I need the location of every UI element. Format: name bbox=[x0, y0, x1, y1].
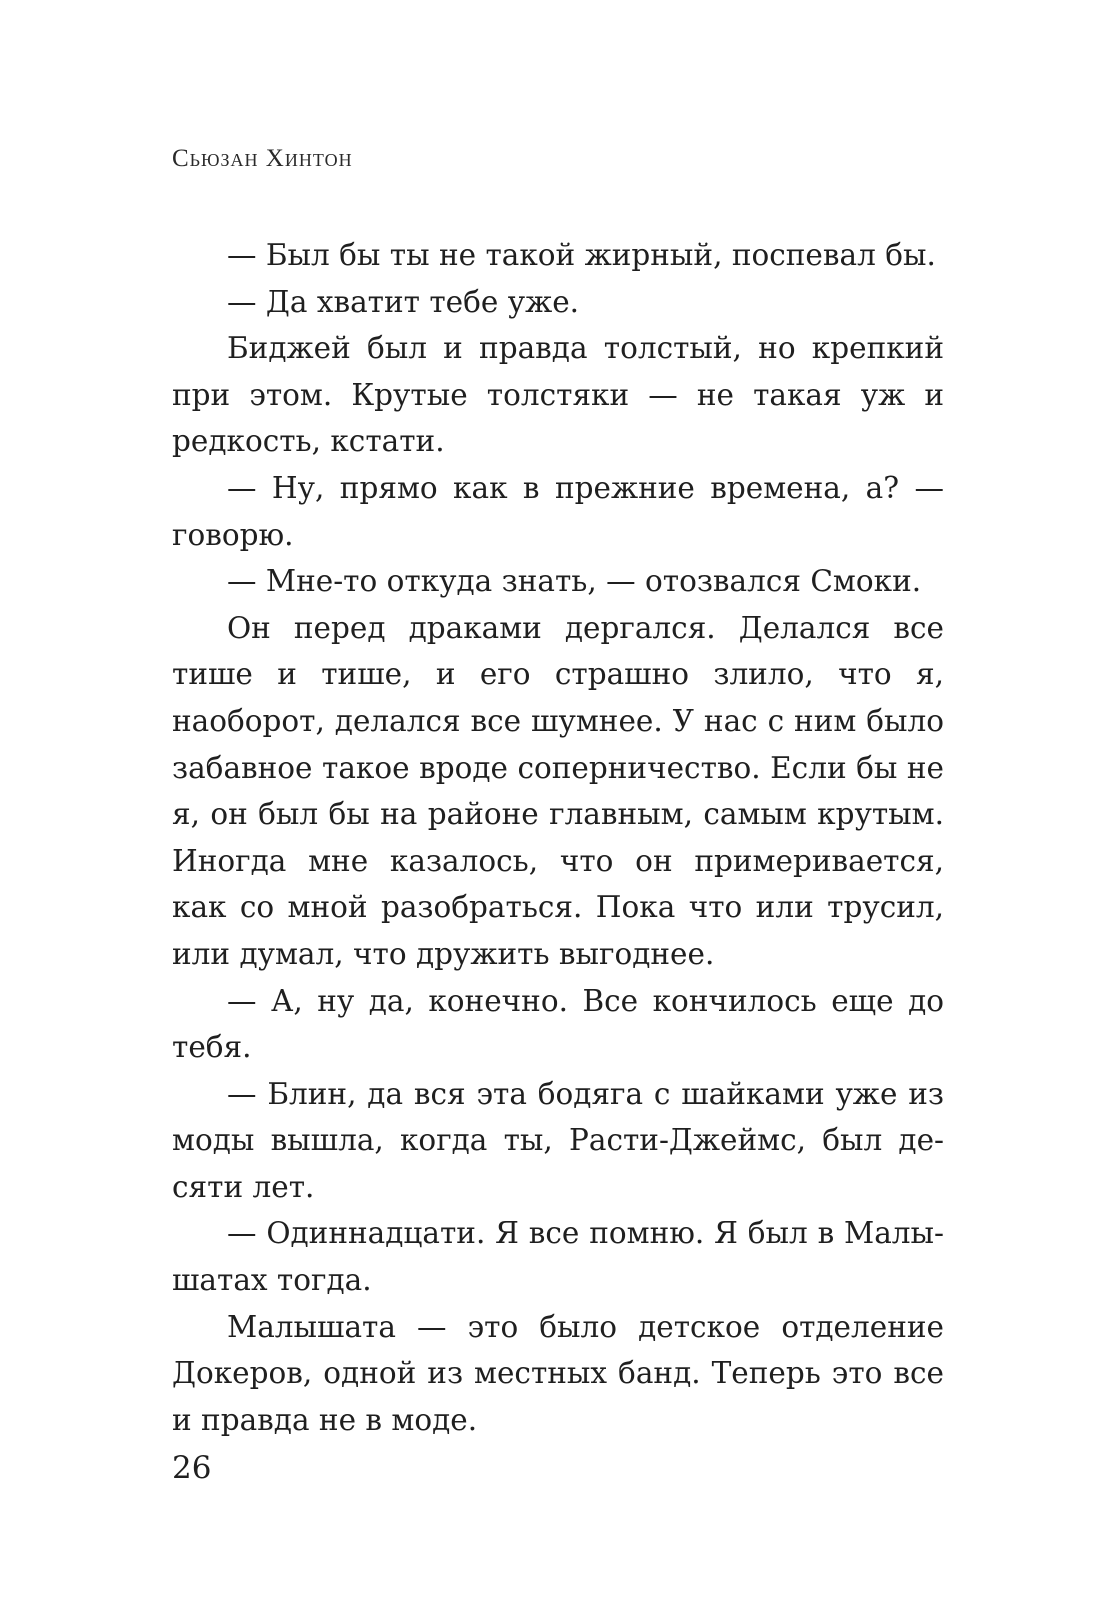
page-number: 26 bbox=[172, 1450, 212, 1486]
paragraph: Малышата — это было детское отделение Докеров, одной из местных банд. Теперь это все и правда не в моде. bbox=[172, 1309, 944, 1437]
paragraph: — Одиннадцати. Я все помню. Я был в Малышатах тогда. bbox=[172, 1216, 944, 1298]
running-header-author: Сьюзан Хинтон bbox=[172, 145, 353, 172]
paragraph: — Блин, да вся эта бодяга с шайками уже из моды вышла, когда ты, Расти-Джеймс, был десяти лет. bbox=[172, 1076, 944, 1204]
paragraph: — Да хватит тебе уже. bbox=[227, 284, 580, 319]
paragraph: Биджей был и правда толстый, но крепкий при этом. Крутые толстяки — не такая уж и редкость, кстати. bbox=[172, 331, 944, 459]
paragraph: Он перед драками дергался. Делался все тише и тише, и его страшно злило, что я, наоборот, делался все шумнее. У нас с ним было забавное такое вроде соперничество. Если бы не я, он был бы на районе главным, самым крутым. Иногда мне казалось, что он примеривается, как со мной разобраться. Пока что или трусил, или думал, что дружить выгоднее. bbox=[172, 610, 944, 971]
paragraph: — Был бы ты не такой жирный, поспевал бы. bbox=[227, 238, 936, 272]
body-text bbox=[172, 232, 944, 1443]
paragraph: — А, ну да, конечно. Все кончилось еще до тебя. bbox=[172, 983, 944, 1065]
paragraph: — Ну, прямо как в прежние времена, а? — говорю. bbox=[172, 470, 944, 552]
paragraph: — Мне-то откуда знать, — отозвался Смоки. bbox=[227, 564, 922, 599]
